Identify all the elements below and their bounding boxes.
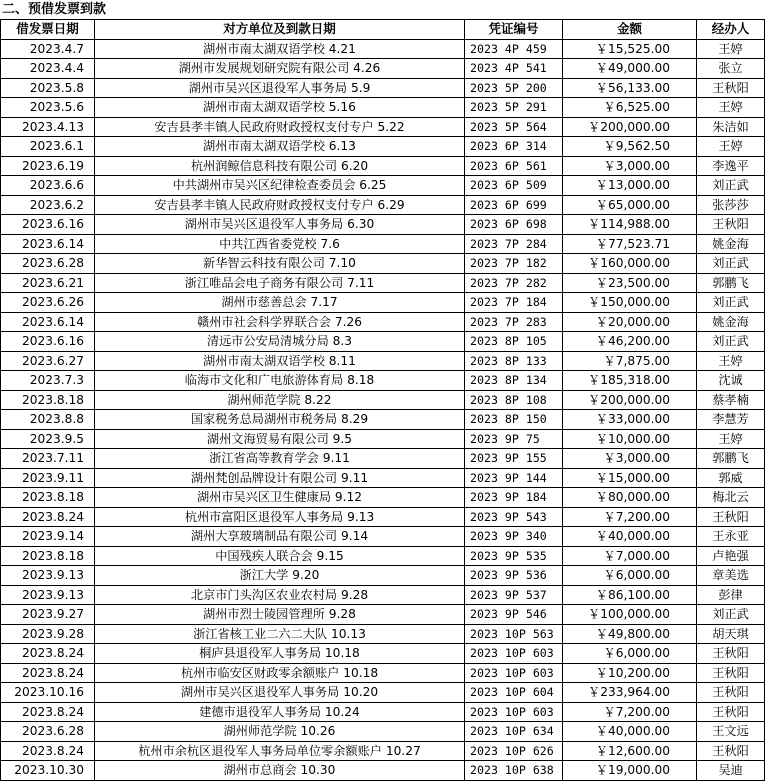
cell-date: 2023.7.3 — [1, 371, 95, 391]
table-row — [1, 566, 765, 586]
cell-date: 2023.6.14 — [1, 234, 95, 254]
cell-amount: ￥10,200.00 — [563, 663, 697, 683]
cell-voucher: 2023 6P 699 — [465, 195, 563, 215]
cell-date: 2023.6.28 — [1, 722, 95, 742]
cell-amount: ￥3,000.00 — [563, 449, 697, 469]
table-row — [1, 195, 765, 215]
cell-amount: ￥65,000.00 — [563, 195, 697, 215]
cell-handler: 彭律 — [697, 585, 765, 605]
cell-date: 2023.6.2 — [1, 195, 95, 215]
cell-voucher: 2023 9P 536 — [465, 566, 563, 586]
cell-voucher: 2023 7P 184 — [465, 293, 563, 313]
cell-handler: 张立 — [697, 59, 765, 79]
cell-handler: 吴迪 — [697, 761, 765, 781]
cell-handler: 王秋阳 — [697, 683, 765, 703]
header-date: 借发票日期 — [1, 20, 95, 40]
cell-amount: ￥15,525.00 — [563, 39, 697, 59]
cell-voucher: 2023 8P 108 — [465, 390, 563, 410]
cell-party: 安吉县孝丰镇人民政府财政授权支付专户 6.29 — [95, 195, 465, 215]
cell-party: 浙江省高等教育学会 9.11 — [95, 449, 465, 469]
cell-voucher: 2023 8P 133 — [465, 351, 563, 371]
cell-party: 国家税务总局湖州市税务局 8.29 — [95, 410, 465, 430]
cell-date: 2023.9.27 — [1, 605, 95, 625]
cell-party: 杭州市富阳区退役军人事务局 9.13 — [95, 507, 465, 527]
cell-date: 2023.10.30 — [1, 761, 95, 781]
cell-date: 2023.6.1 — [1, 137, 95, 157]
cell-party: 湖州市南太湖双语学校 8.11 — [95, 351, 465, 371]
header-amount: 金额 — [563, 20, 697, 40]
table-row — [1, 488, 765, 508]
cell-date: 2023.9.5 — [1, 429, 95, 449]
cell-date: 2023.6.16 — [1, 332, 95, 352]
cell-handler: 王秋阳 — [697, 507, 765, 527]
table-row — [1, 624, 765, 644]
cell-amount: ￥77,523.71 — [563, 234, 697, 254]
table-row — [1, 117, 765, 137]
cell-voucher: 2023 6P 314 — [465, 137, 563, 157]
cell-handler: 王婷 — [697, 351, 765, 371]
table-row — [1, 390, 765, 410]
cell-handler: 王秋阳 — [697, 215, 765, 235]
cell-date: 2023.8.18 — [1, 488, 95, 508]
cell-party: 湖州文海贸易有限公司 9.5 — [95, 429, 465, 449]
cell-date: 2023.8.8 — [1, 410, 95, 430]
cell-party: 湖州市南太湖双语学校 5.16 — [95, 98, 465, 118]
cell-handler: 卢艳强 — [697, 546, 765, 566]
invoice-table — [0, 19, 765, 781]
cell-voucher: 2023 9P 184 — [465, 488, 563, 508]
cell-voucher: 2023 6P 698 — [465, 215, 563, 235]
cell-handler: 王文远 — [697, 722, 765, 742]
cell-voucher: 2023 9P 155 — [465, 449, 563, 469]
cell-voucher: 2023 9P 535 — [465, 546, 563, 566]
cell-amount: ￥114,988.00 — [563, 215, 697, 235]
cell-handler: 郭鹏飞 — [697, 449, 765, 469]
cell-voucher: 2023 10P 603 — [465, 644, 563, 664]
table-row — [1, 176, 765, 196]
cell-party: 中国残疾人联合会 9.15 — [95, 546, 465, 566]
cell-amount: ￥56,133.00 — [563, 78, 697, 98]
table-row — [1, 137, 765, 157]
cell-party: 杭州市临安区财政零余额账户 10.18 — [95, 663, 465, 683]
cell-handler: 王永亚 — [697, 527, 765, 547]
table-row — [1, 449, 765, 469]
cell-amount: ￥160,000.00 — [563, 254, 697, 274]
cell-voucher: 2023 9P 340 — [465, 527, 563, 547]
cell-voucher: 2023 9P 75 — [465, 429, 563, 449]
cell-amount: ￥200,000.00 — [563, 390, 697, 410]
cell-amount: ￥15,000.00 — [563, 468, 697, 488]
cell-amount: ￥13,000.00 — [563, 176, 697, 196]
cell-date: 2023.4.4 — [1, 59, 95, 79]
cell-voucher: 2023 8P 134 — [465, 371, 563, 391]
table-row — [1, 410, 765, 430]
cell-voucher: 2023 9P 144 — [465, 468, 563, 488]
cell-handler: 刘正武 — [697, 332, 765, 352]
cell-handler: 刘正武 — [697, 176, 765, 196]
cell-party: 湖州市吴兴区退役军人事务局 6.30 — [95, 215, 465, 235]
cell-handler: 姚金海 — [697, 312, 765, 332]
cell-party: 湖州师范学院 8.22 — [95, 390, 465, 410]
table-row — [1, 585, 765, 605]
cell-party: 浙江大学 9.20 — [95, 566, 465, 586]
cell-voucher: 2023 10P 634 — [465, 722, 563, 742]
cell-date: 2023.6.21 — [1, 273, 95, 293]
table-row — [1, 98, 765, 118]
cell-handler: 王婷 — [697, 98, 765, 118]
cell-party: 浙江省核工业二六二大队 10.13 — [95, 624, 465, 644]
cell-amount: ￥49,000.00 — [563, 59, 697, 79]
cell-party: 湖州市吴兴区退役军人事务局 5.9 — [95, 78, 465, 98]
header-handler: 经办人 — [697, 20, 765, 40]
cell-party: 湖州市总商会 10.30 — [95, 761, 465, 781]
cell-party: 建德市退役军人事务局 10.24 — [95, 702, 465, 722]
cell-party: 湖州梵创品牌设计有限公司 9.11 — [95, 468, 465, 488]
cell-date: 2023.9.11 — [1, 468, 95, 488]
cell-voucher: 2023 10P 604 — [465, 683, 563, 703]
cell-voucher: 2023 7P 284 — [465, 234, 563, 254]
cell-party: 湖州师范学院 10.26 — [95, 722, 465, 742]
cell-date: 2023.6.14 — [1, 312, 95, 332]
cell-amount: ￥86,100.00 — [563, 585, 697, 605]
cell-party: 杭州市余杭区退役军人事务局单位零余额账户 10.27 — [95, 741, 465, 761]
cell-amount: ￥33,000.00 — [563, 410, 697, 430]
cell-handler: 王秋阳 — [697, 741, 765, 761]
cell-date: 2023.8.18 — [1, 390, 95, 410]
cell-handler: 郭威 — [697, 468, 765, 488]
cell-amount: ￥49,800.00 — [563, 624, 697, 644]
cell-party: 湖州市南太湖双语学校 6.13 — [95, 137, 465, 157]
table-row — [1, 371, 765, 391]
cell-voucher: 2023 4P 459 — [465, 39, 563, 59]
cell-voucher: 2023 7P 182 — [465, 254, 563, 274]
cell-party: 杭州润鲸信息科技有限公司 6.20 — [95, 156, 465, 176]
cell-handler: 王婷 — [697, 429, 765, 449]
table-row — [1, 39, 765, 59]
cell-handler: 王秋阳 — [697, 663, 765, 683]
table-row — [1, 215, 765, 235]
cell-amount: ￥46,200.00 — [563, 332, 697, 352]
cell-amount: ￥185,318.00 — [563, 371, 697, 391]
cell-handler: 姚金海 — [697, 234, 765, 254]
header-row — [1, 20, 765, 40]
cell-party: 浙江唯品会电子商务有限公司 7.11 — [95, 273, 465, 293]
cell-date: 2023.7.11 — [1, 449, 95, 469]
cell-voucher: 2023 8P 150 — [465, 410, 563, 430]
table-row — [1, 234, 765, 254]
table-row — [1, 507, 765, 527]
cell-voucher: 2023 10P 603 — [465, 702, 563, 722]
cell-handler: 刘正武 — [697, 605, 765, 625]
cell-amount: ￥3,000.00 — [563, 156, 697, 176]
cell-handler: 朱洁如 — [697, 117, 765, 137]
table-row — [1, 468, 765, 488]
cell-voucher: 2023 10P 638 — [465, 761, 563, 781]
cell-party: 湖州市烈士陵园管理所 9.28 — [95, 605, 465, 625]
cell-date: 2023.5.6 — [1, 98, 95, 118]
cell-date: 2023.9.13 — [1, 566, 95, 586]
header-voucher: 凭证编号 — [465, 20, 563, 40]
table-row — [1, 156, 765, 176]
table-row — [1, 644, 765, 664]
table-row — [1, 429, 765, 449]
cell-handler: 梅北云 — [697, 488, 765, 508]
cell-date: 2023.8.24 — [1, 741, 95, 761]
cell-handler: 王秋阳 — [697, 644, 765, 664]
cell-party: 湖州市吴兴区卫生健康局 9.12 — [95, 488, 465, 508]
cell-voucher: 2023 6P 561 — [465, 156, 563, 176]
cell-party: 湖州市发展规划研究院有限公司 4.26 — [95, 59, 465, 79]
cell-party: 北京市门头沟区农业农村局 9.28 — [95, 585, 465, 605]
cell-date: 2023.4.7 — [1, 39, 95, 59]
cell-date: 2023.9.13 — [1, 585, 95, 605]
cell-amount: ￥10,000.00 — [563, 429, 697, 449]
cell-handler: 刘正武 — [697, 293, 765, 313]
cell-amount: ￥150,000.00 — [563, 293, 697, 313]
table-row — [1, 546, 765, 566]
table-row — [1, 59, 765, 79]
table-row — [1, 273, 765, 293]
cell-voucher: 2023 10P 626 — [465, 741, 563, 761]
cell-handler: 沈诚 — [697, 371, 765, 391]
cell-date: 2023.6.26 — [1, 293, 95, 313]
table-row — [1, 702, 765, 722]
cell-amount: ￥200,000.00 — [563, 117, 697, 137]
cell-date: 2023.10.16 — [1, 683, 95, 703]
table-row — [1, 351, 765, 371]
cell-amount: ￥6,525.00 — [563, 98, 697, 118]
cell-voucher: 2023 9P 537 — [465, 585, 563, 605]
cell-voucher: 2023 5P 200 — [465, 78, 563, 98]
table-row — [1, 741, 765, 761]
cell-voucher: 2023 7P 282 — [465, 273, 563, 293]
cell-date: 2023.8.24 — [1, 663, 95, 683]
table-row — [1, 761, 765, 781]
table-row — [1, 254, 765, 274]
table-row — [1, 78, 765, 98]
cell-party: 桐庐县退役军人事务局 10.18 — [95, 644, 465, 664]
cell-amount: ￥23,500.00 — [563, 273, 697, 293]
cell-date: 2023.8.24 — [1, 507, 95, 527]
cell-amount: ￥233,964.00 — [563, 683, 697, 703]
cell-handler: 郭鹏飞 — [697, 273, 765, 293]
cell-amount: ￥6,000.00 — [563, 566, 697, 586]
cell-voucher: 2023 8P 105 — [465, 332, 563, 352]
cell-amount: ￥7,200.00 — [563, 507, 697, 527]
table-row — [1, 683, 765, 703]
cell-handler: 章美选 — [697, 566, 765, 586]
header-party: 对方单位及到款日期 — [95, 20, 465, 40]
cell-party: 湖州市吴兴区退役军人事务局 10.20 — [95, 683, 465, 703]
cell-date: 2023.8.24 — [1, 702, 95, 722]
cell-voucher: 2023 5P 564 — [465, 117, 563, 137]
cell-handler: 王秋阳 — [697, 702, 765, 722]
cell-handler: 王秋阳 — [697, 78, 765, 98]
cell-amount: ￥12,600.00 — [563, 741, 697, 761]
cell-voucher: 2023 10P 603 — [465, 663, 563, 683]
cell-party: 赣州市社会科学界联合会 7.26 — [95, 312, 465, 332]
cell-voucher: 2023 4P 541 — [465, 59, 563, 79]
cell-handler: 李逸平 — [697, 156, 765, 176]
cell-handler: 蔡孝楠 — [697, 390, 765, 410]
table-row — [1, 605, 765, 625]
cell-amount: ￥100,000.00 — [563, 605, 697, 625]
table-row — [1, 722, 765, 742]
cell-handler: 刘正武 — [697, 254, 765, 274]
cell-date: 2023.9.14 — [1, 527, 95, 547]
section-title: 二、预借发票到款 — [2, 2, 107, 17]
cell-amount: ￥7,000.00 — [563, 546, 697, 566]
cell-date: 2023.6.19 — [1, 156, 95, 176]
cell-handler: 王婷 — [697, 137, 765, 157]
cell-date: 2023.8.18 — [1, 546, 95, 566]
cell-amount: ￥40,000.00 — [563, 527, 697, 547]
cell-amount: ￥7,200.00 — [563, 702, 697, 722]
table-row — [1, 332, 765, 352]
cell-party: 湖州市南太湖双语学校 4.21 — [95, 39, 465, 59]
cell-voucher: 2023 10P 563 — [465, 624, 563, 644]
cell-voucher: 2023 7P 283 — [465, 312, 563, 332]
cell-amount: ￥9,562.50 — [563, 137, 697, 157]
cell-date: 2023.5.8 — [1, 78, 95, 98]
cell-date: 2023.8.24 — [1, 644, 95, 664]
cell-party: 清远市公安局清城分局 8.3 — [95, 332, 465, 352]
cell-party: 安吉县孝丰镇人民政府财政授权支付专户 5.22 — [95, 117, 465, 137]
cell-party: 中共江西省委党校 7.6 — [95, 234, 465, 254]
cell-handler: 张莎莎 — [697, 195, 765, 215]
cell-party: 中共湖州市吴兴区纪律检查委员会 6.25 — [95, 176, 465, 196]
table-row — [1, 527, 765, 547]
cell-date: 2023.6.27 — [1, 351, 95, 371]
cell-voucher: 2023 5P 291 — [465, 98, 563, 118]
cell-party: 新华智云科技有限公司 7.10 — [95, 254, 465, 274]
cell-amount: ￥20,000.00 — [563, 312, 697, 332]
cell-date: 2023.4.13 — [1, 117, 95, 137]
cell-handler: 李慧芳 — [697, 410, 765, 430]
cell-date: 2023.9.28 — [1, 624, 95, 644]
cell-voucher: 2023 9P 543 — [465, 507, 563, 527]
cell-handler: 王婷 — [697, 39, 765, 59]
cell-party: 临海市文化和广电旅游体育局 8.18 — [95, 371, 465, 391]
cell-date: 2023.6.28 — [1, 254, 95, 274]
table-row — [1, 312, 765, 332]
table-row — [1, 663, 765, 683]
cell-date: 2023.6.6 — [1, 176, 95, 196]
cell-amount: ￥40,000.00 — [563, 722, 697, 742]
cell-party: 湖州市慈善总会 7.17 — [95, 293, 465, 313]
cell-amount: ￥7,875.00 — [563, 351, 697, 371]
cell-party: 湖州大享玻璃制品有限公司 9.14 — [95, 527, 465, 547]
cell-amount: ￥19,000.00 — [563, 761, 697, 781]
cell-amount: ￥6,000.00 — [563, 644, 697, 664]
cell-amount: ￥80,000.00 — [563, 488, 697, 508]
cell-voucher: 2023 9P 546 — [465, 605, 563, 625]
cell-date: 2023.6.16 — [1, 215, 95, 235]
cell-handler: 胡天琪 — [697, 624, 765, 644]
cell-voucher: 2023 6P 509 — [465, 176, 563, 196]
table-row — [1, 293, 765, 313]
